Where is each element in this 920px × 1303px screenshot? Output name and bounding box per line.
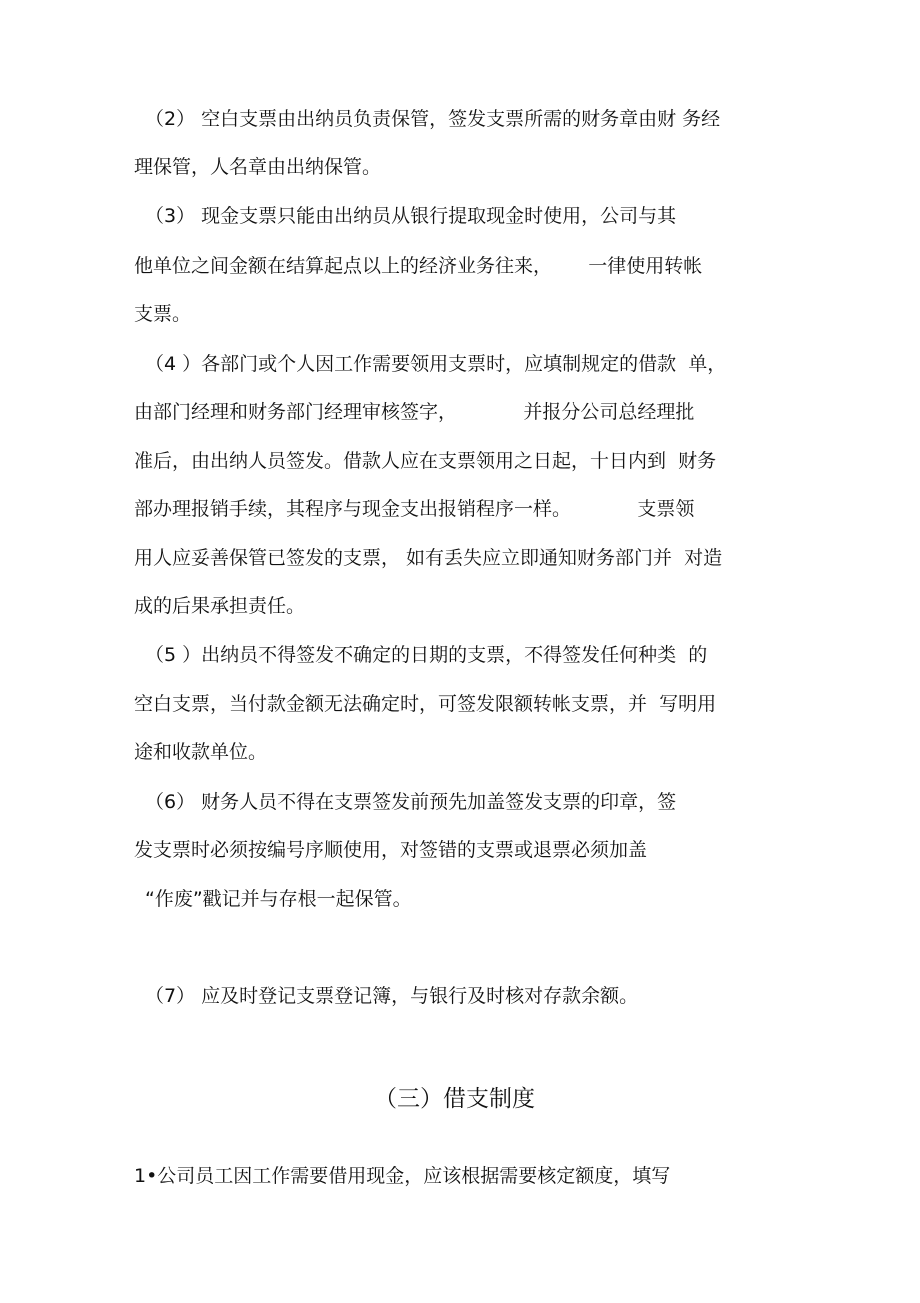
paragraph-4-line-5: 用人应妥善保管已签发的支票， 如有丢失应立即通知财务部门并 对造 bbox=[134, 547, 723, 569]
paragraph-6-line-3: “作废”戳记并与存根一起保管。 bbox=[145, 888, 412, 910]
paragraph-2-line-2: 理保管，人名章由出纳保管。 bbox=[134, 156, 382, 178]
paragraph-4-line-3: 准后，由出纳人员签发。借款人应在支票领用之日起，十日内到 财务 bbox=[134, 450, 717, 472]
paragraph-3-line-3: 支票。 bbox=[134, 303, 192, 325]
paragraph-4-line-6: 成的后果承担责任。 bbox=[134, 595, 306, 617]
paragraph-4-line-2: 由部门经理和财务部门经理审核签字， 并报分公司总经理批 bbox=[134, 401, 695, 423]
paragraph-5-line-3: 途和收款单位。 bbox=[134, 741, 268, 763]
paragraph-3-line-1: （3） 现金支票只能由出纳员从银行提取现金时使用，公司与其 bbox=[145, 205, 677, 227]
paragraph-5-line-1: （5 ）出纳员不得签发不确定的日期的支票，不得签发任何种类 的 bbox=[145, 644, 708, 666]
paragraph-3-line-2: 他单位之间金额在结算起点以上的经济业务往来， 一律使用转帐 bbox=[134, 255, 703, 277]
paragraph-2-line-1: （2） 空白支票由出纳员负责保管，签发支票所需的财务章由财 务经 bbox=[145, 108, 721, 130]
paragraph-6-line-1: （6） 财务人员不得在支票签发前预先加盖签发支票的印章，签 bbox=[145, 791, 677, 813]
paragraph-4-line-1: （4 ）各部门或个人因工作需要领用支票时，应填制规定的借款 单， bbox=[145, 353, 727, 375]
paragraph-6-line-2: 发支票时必须按编号序顺使用，对签错的支票或退票必须加盖 bbox=[134, 839, 648, 861]
section-heading: （三）借支制度 bbox=[374, 1086, 535, 1112]
paragraph-4-line-4: 部办理报销手续，其程序与现金支出报销程序一样。 支票领 bbox=[134, 498, 695, 520]
item-1-line-1: 1•公司员工因工作需要借用现金，应该根据需要核定额度，填写 bbox=[134, 1165, 671, 1187]
paragraph-7-line-1: （7） 应及时登记支票登记簿，与银行及时核对存款余额。 bbox=[145, 985, 639, 1007]
paragraph-5-line-2: 空白支票，当付款金额无法确定时，可签发限额转帐支票，并 写明用 bbox=[134, 693, 717, 715]
